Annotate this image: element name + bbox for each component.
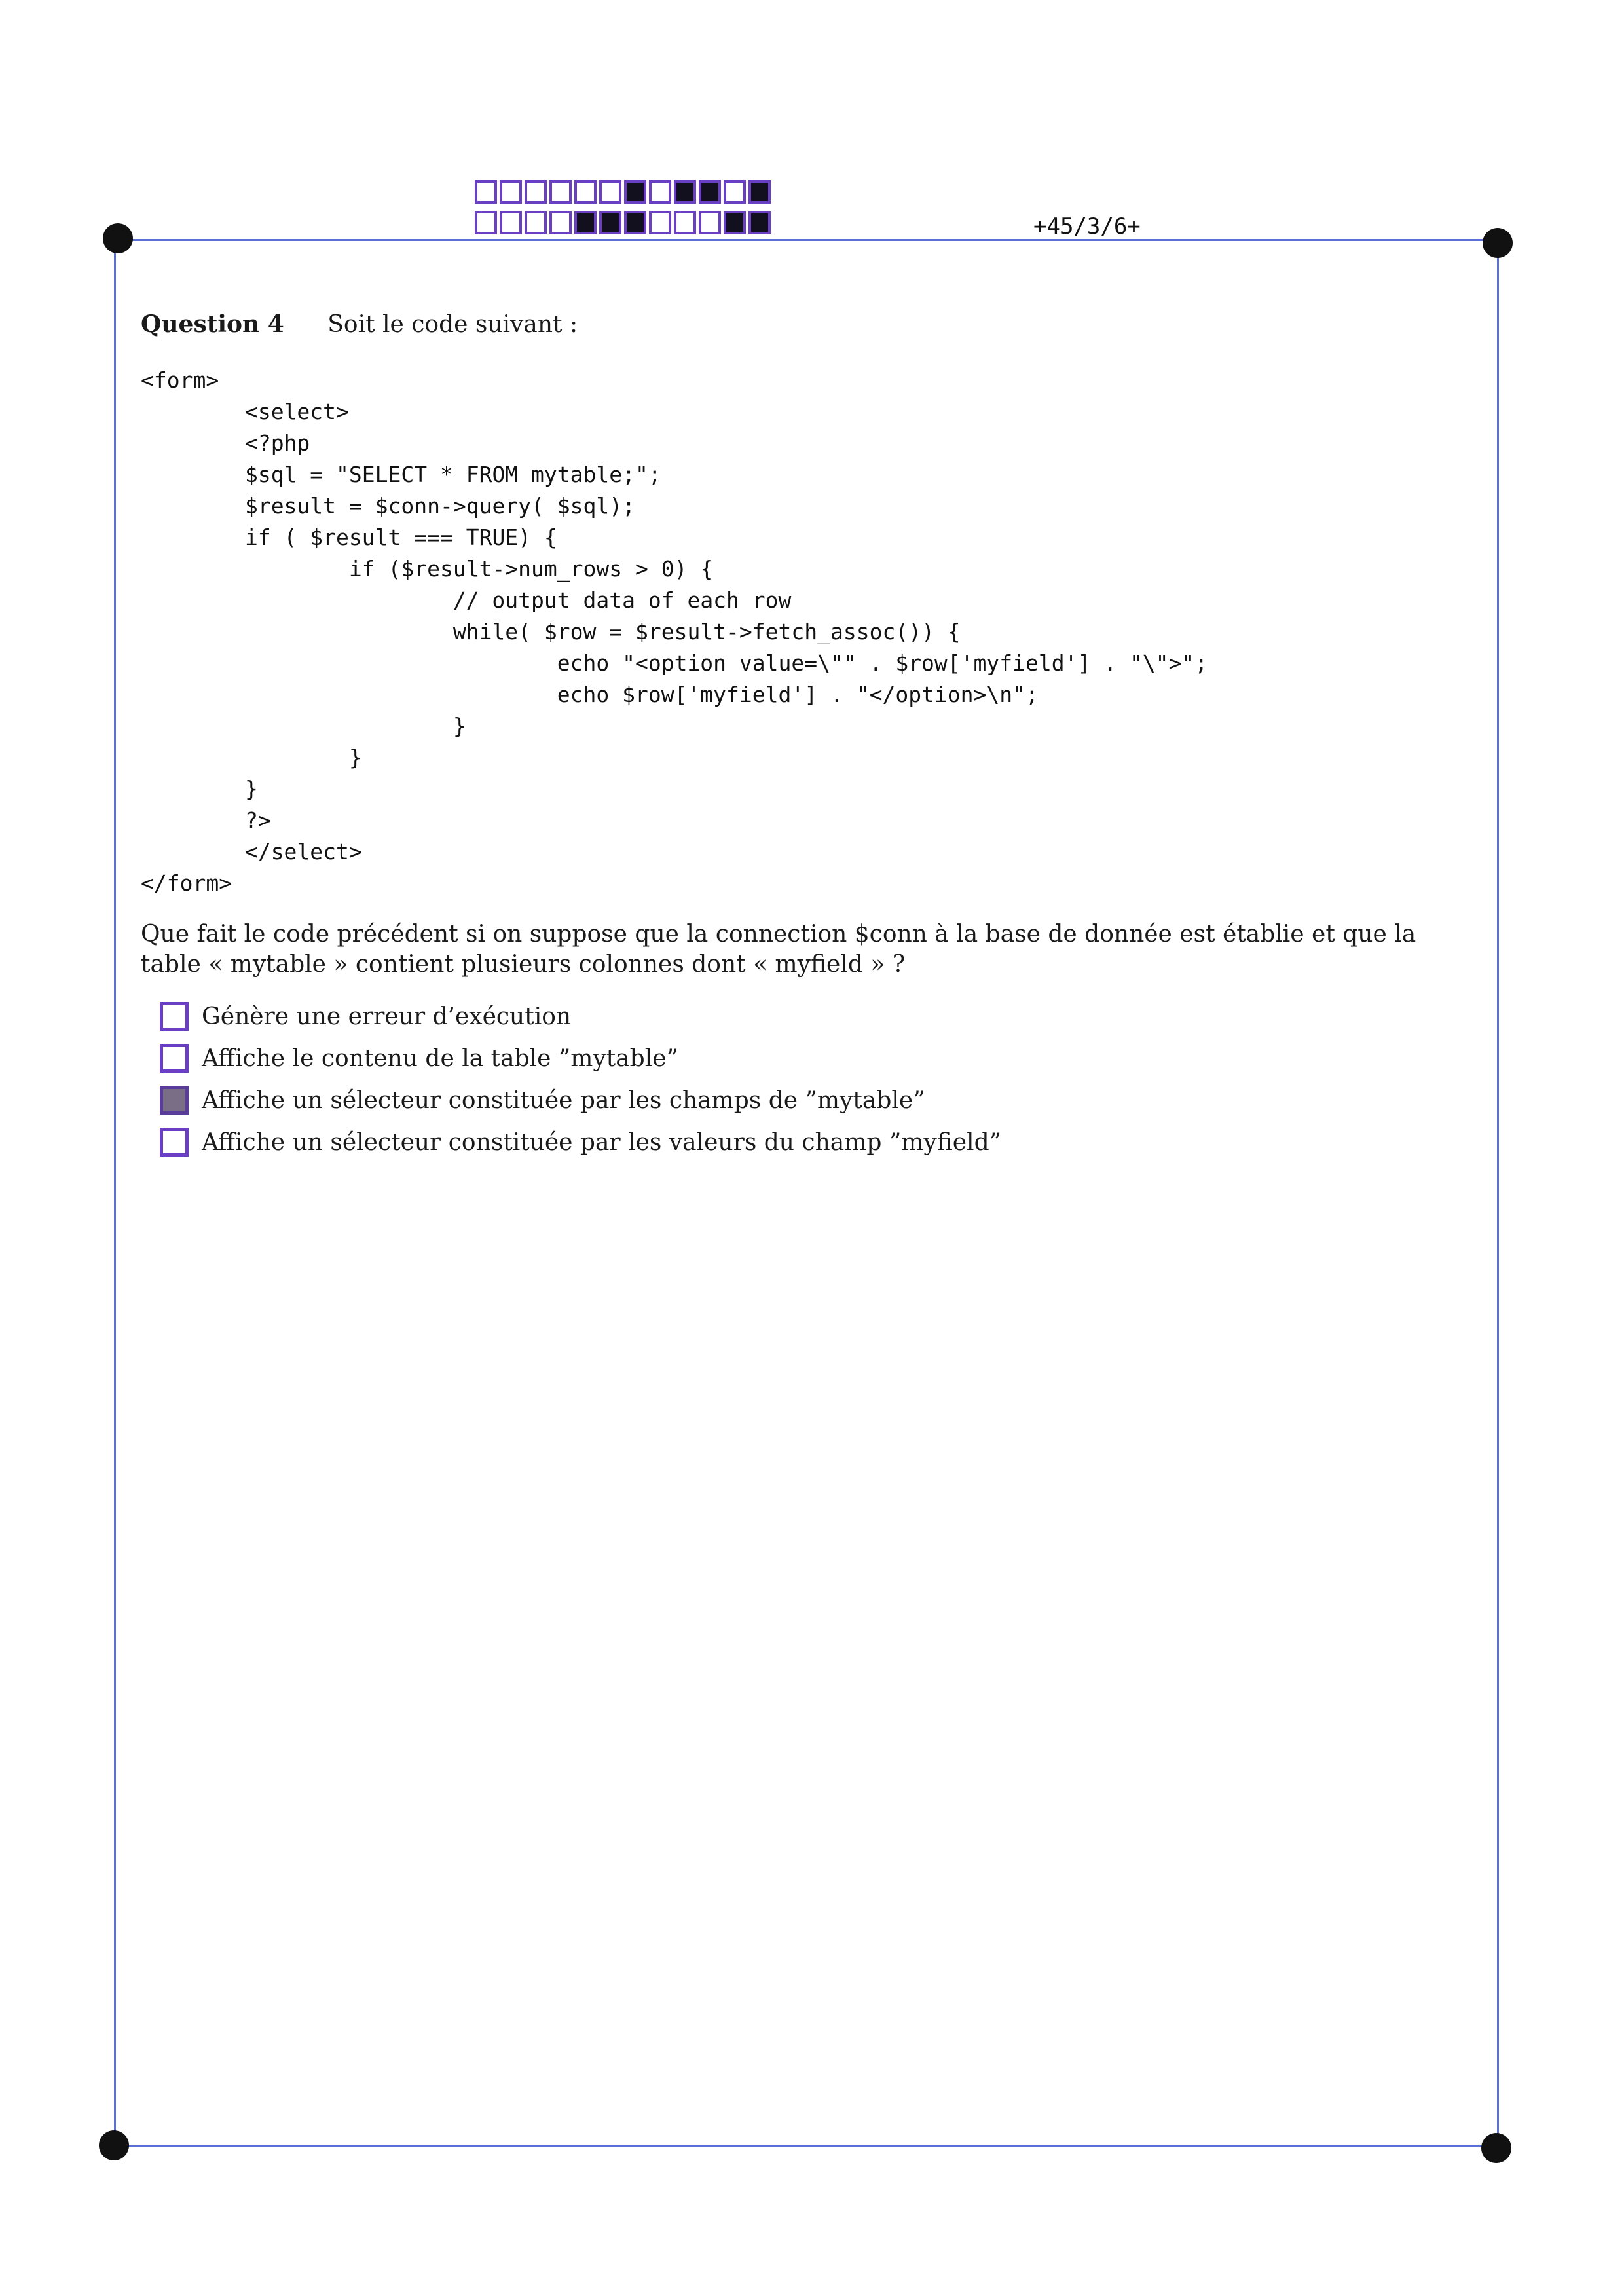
frame-right-line <box>1497 241 1499 2147</box>
answer-checkbox[interactable] <box>160 1086 189 1115</box>
registration-mark-bottom-right <box>1481 2133 1511 2163</box>
frame-top-line <box>118 239 1498 241</box>
id-code-cell-empty <box>549 211 572 234</box>
id-code-cell-filled <box>748 180 771 204</box>
answer-checkbox[interactable] <box>160 1002 189 1031</box>
answer-option[interactable] <box>160 995 1001 1037</box>
answer-label: Affiche un sélecteur constituée par les champs de ”mytable” <box>202 1086 925 1114</box>
code-listing: <form> <select> <?php $sql = "SELECT * FROM mytable;"; $result = $conn->query( $sql); if ( $result === TRUE) { if ($result->num_rows > 0) { // output data of each row while( $row = $result->fetch_assoc()) { echo "<option value=\"" . $row['myfield'] . "\">"; echo $row['myfield'] . "</option>\n"; } } } ?> </select> </form> <box>141 367 1208 896</box>
id-code-cell-empty <box>475 211 497 234</box>
id-code-row-1 <box>475 180 773 204</box>
id-code-cell-empty <box>525 180 547 204</box>
answer-list <box>160 995 1001 1163</box>
id-code-cell-empty <box>574 180 597 204</box>
id-code-cell-empty <box>525 211 547 234</box>
id-code-cell-empty <box>649 211 671 234</box>
answer-label: Affiche un sélecteur constituée par les valeurs du champ ”myfield” <box>202 1128 1002 1156</box>
answer-option[interactable] <box>160 1037 1001 1079</box>
id-code-cell-filled <box>574 211 597 234</box>
id-code-row-2 <box>475 211 773 234</box>
question-heading <box>141 310 578 338</box>
answer-label: Affiche le contenu de la table ”mytable” <box>202 1045 678 1072</box>
frame-left-line <box>114 239 116 2146</box>
frame-bottom-line <box>115 2145 1498 2147</box>
id-code-cell-filled <box>724 211 746 234</box>
id-code-cell-filled <box>748 211 771 234</box>
registration-mark-top-right <box>1483 228 1513 258</box>
question-intro: Soit le code suivant : <box>327 311 578 338</box>
id-code-cell-empty <box>674 211 696 234</box>
id-code-cell-empty <box>699 211 721 234</box>
id-code-cell-filled <box>599 211 621 234</box>
answer-label: Génère une erreur d’exécution <box>202 1003 572 1030</box>
id-code-cell-filled <box>674 180 696 204</box>
question-number: Question 4 <box>141 310 284 338</box>
answer-checkbox[interactable] <box>160 1128 189 1157</box>
answer-option[interactable] <box>160 1079 1001 1121</box>
id-code-cell-empty <box>500 211 522 234</box>
registration-mark-top-left <box>103 223 133 253</box>
id-code-cell-filled <box>624 180 646 204</box>
page-identifier: +45/3/6+ <box>1033 213 1141 240</box>
id-code-cell-filled <box>624 211 646 234</box>
answer-option[interactable] <box>160 1121 1001 1163</box>
id-code-cell-empty <box>599 180 621 204</box>
id-code-cell-empty <box>649 180 671 204</box>
question-text: Que fait le code précédent si on suppose que la connection $conn à la base de donnée est établie et que la table « mytable » contient plusieurs colonnes dont « myfield » ? <box>141 921 1416 978</box>
id-code-cell-empty <box>500 180 522 204</box>
id-code-cell-filled <box>699 180 721 204</box>
registration-mark-bottom-left <box>99 2130 129 2160</box>
id-code-cell-empty <box>724 180 746 204</box>
id-code-cell-empty <box>475 180 497 204</box>
id-code-cell-empty <box>549 180 572 204</box>
answer-checkbox[interactable] <box>160 1044 189 1073</box>
